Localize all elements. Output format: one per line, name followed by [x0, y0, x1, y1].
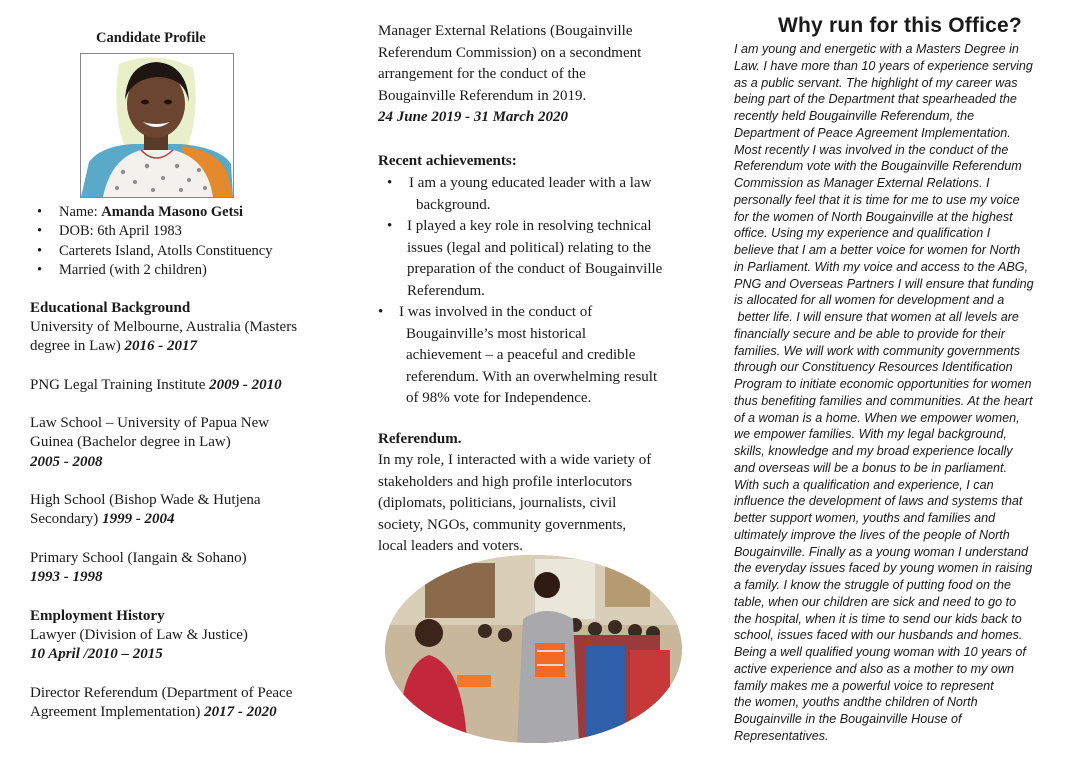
employment-item-lawyer: Lawyer (Division of Law & Justice) 10 April /2010 – 2015: [30, 627, 248, 663]
why-run-line: and overseas will be a bonus to be in parliament.: [734, 460, 1008, 475]
profile-name-item: • Name: Amanda Masono Getsi: [30, 203, 330, 222]
why-run-line: family makes me a powerful voice to represent: [734, 678, 994, 693]
why-run-line: families. We will work with community governments: [734, 343, 1021, 358]
why-run-line: for the women of North Bougainville at the highest: [734, 209, 1013, 224]
profile-family-item: • Married (with 2 children): [30, 261, 330, 280]
why-run-line: Bougainville in the Bougainville House of: [734, 712, 962, 726]
bullet-icon: •: [387, 175, 393, 191]
why-run-line: of a woman is a home. When we empower women,: [734, 410, 1020, 425]
candidate-photo: [80, 53, 234, 198]
why-run-line: recently held Bougainville Referendum, the: [734, 109, 975, 123]
why-run-line: Being a well qualified young woman with 10 years of: [734, 645, 1026, 659]
profile-origin-item: • Carterets Island, Atolls Constituency: [30, 242, 330, 261]
education-item-primary: Primary School (Iangain & Sohano) 1993 - 1998: [30, 550, 247, 586]
why-run-line: influence the development of laws and systems that: [734, 494, 1023, 509]
why-run-line: we empower families. With my legal background,: [734, 427, 1007, 442]
education-item-pngti: PNG Legal Training Institute 2009 - 2010: [30, 377, 282, 393]
why-run-line: believe that I am a better voice for women for North: [734, 243, 1021, 257]
why-run-line: office. Using my experience and qualification I: [734, 226, 991, 241]
why-run-line: Commission as Manager External Relations. I: [734, 176, 990, 190]
why-run-line: better support women, youths and families and: [734, 511, 996, 525]
employment-item-director: Director Referendum (Department of Peace Agreement Implementation) 2017 - 2020: [30, 685, 293, 721]
why-run-line: a family. I know the struggle of putting food on the: [734, 578, 1011, 592]
why-run-paragraph: [734, 41, 1066, 745]
employment-item-manager: Manager External Relations (Bougainville Referendum Commission) on a secondment arrangement for the conduct of the Bougainville Referendum in 2019. 24 June 2019 - 31 March 2020: [378, 23, 642, 125]
education-item-highschool: High School (Bishop Wade & Hutjena Secondary) 1999 - 2004: [30, 492, 261, 528]
why-run-line: Most recently I was involved in the conduct of the: [734, 142, 1009, 157]
why-run-line: better life. I will ensure that women at all levels are: [734, 310, 1019, 324]
why-run-line: the everyday issues faced by young women in raising: [734, 561, 1033, 576]
why-run-line: financially secure and be able to provide for their: [734, 326, 1005, 341]
why-run-line: thus benefiting families and communities. At the heart: [734, 393, 1033, 408]
profile-dob-item: • DOB: 6th April 1983: [30, 222, 330, 241]
why-run-line: active experience and also as a mother to my own: [734, 661, 1015, 676]
achievement-item-2: • I played a key role in resolving technical issues (legal and political) relating to the preparation of the conduct of Bougainville Referendum.: [387, 218, 663, 299]
referendum-paragraph: In my role, I interacted with a wide variety of stakeholders and high profile interlocutors (diplomats, politicians, journalists, civil society, NGOs, community governments, local leaders and voters.: [378, 452, 652, 554]
achievement-item-1: • I am a young educated leader with a law background.: [387, 175, 652, 213]
bullet-icon: •: [378, 304, 384, 320]
referendum-event-photo: [385, 555, 682, 743]
achievement-item-3: • I was involved in the conduct of Bougainville’s most historical achievement – a peaceful and credible referendum. With an overwhelming result of 98% vote for Independence.: [378, 304, 658, 406]
education-heading: Educational Background: [30, 300, 191, 316]
why-run-line: in Parliament. With my voice and access to the ABG,: [734, 259, 1029, 274]
why-run-line: Law. I have more than 10 years of experience serving: [734, 58, 1033, 73]
why-run-line: Representatives.: [734, 728, 829, 743]
why-run-line: Referendum vote with the Bougainville Referendum: [734, 159, 1022, 174]
candidate-name: Amanda Masono Getsi: [101, 204, 244, 220]
employment-heading: Employment History: [30, 608, 165, 624]
why-run-line: through our Constituency Resources Identification: [734, 360, 1013, 375]
profile-title: Candidate Profile: [96, 30, 206, 46]
why-run-line: With such a qualification and experience, I can: [734, 477, 994, 492]
why-run-line: school, issues faced with our husbands and homes.: [734, 628, 1023, 643]
why-run-line: the hospital, when it is time to send our kids back to: [734, 611, 1022, 626]
achievements-heading: Recent achievements:: [378, 153, 517, 169]
referendum-heading: Referendum.: [378, 431, 462, 447]
why-run-line: Program to initiate economic opportunities for women: [734, 377, 1032, 391]
why-run-line: ultimately improve the lives of the people of North: [734, 527, 1010, 542]
why-run-line: the women, youths andthe children of North: [734, 695, 978, 710]
why-run-title: Why run for this Office?: [778, 14, 1022, 37]
why-run-line: PNG and Overseas Partners I will ensure that funding: [734, 276, 1034, 291]
why-run-line: Bougainville. Finally as a young woman I understand: [734, 544, 1029, 559]
bullet-icon: •: [387, 218, 393, 234]
why-run-line: table, when our children are sick and need to go to: [734, 594, 1017, 609]
why-run-line: as a public servant. The highlight of my career was: [734, 75, 1018, 90]
education-item-melbourne: University of Melbourne, Australia (Masters degree in Law) 2016 - 2017: [30, 319, 298, 355]
why-run-line: personally feel that it is time for me to use my voice: [734, 192, 1020, 207]
why-run-line: skills, knowledge and my broad experience locally: [734, 444, 1013, 458]
education-item-upng: Law School – University of Papua New Guinea (Bachelor degree in Law) 2005 - 2008: [30, 415, 270, 470]
why-run-line: Department of Peace Agreement Implementation.: [734, 125, 1011, 140]
why-run-line: is allocated for all women for development and a: [734, 293, 1005, 308]
why-run-line: I am young and energetic with a Masters Degree in: [734, 42, 1019, 56]
candidate-portrait-image: [81, 54, 233, 197]
profile-facts-list: [30, 203, 330, 280]
referendum-event-image: [385, 555, 682, 743]
why-run-line: being part of the Department that spearheaded the: [734, 92, 1017, 107]
